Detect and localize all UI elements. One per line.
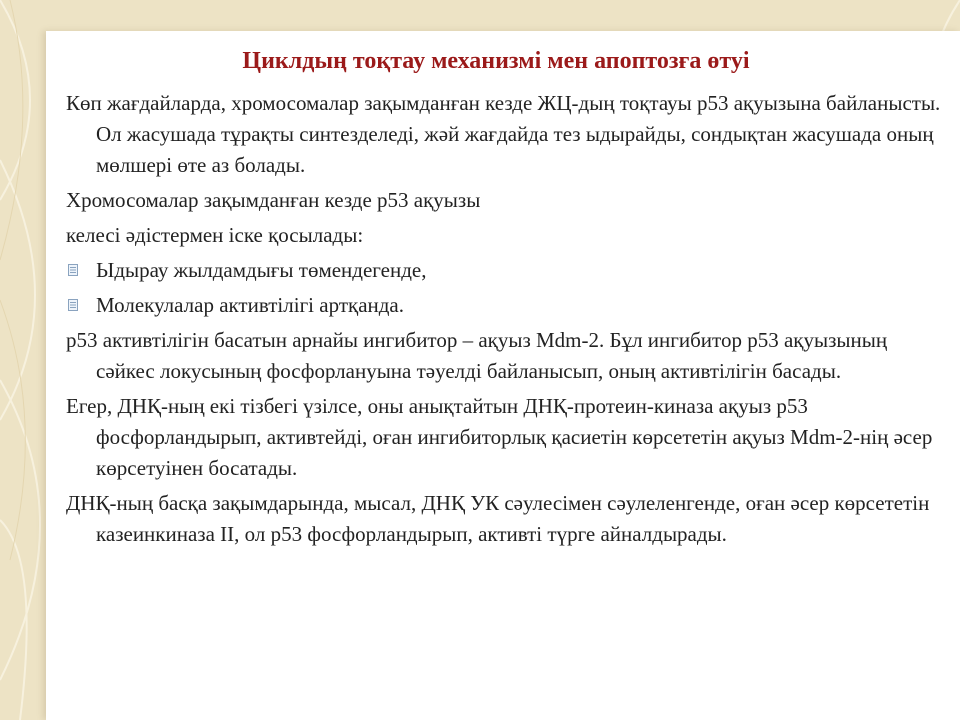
paragraph: Хромосомалар зақымданған кезде р53 ақуызы: [66, 188, 481, 212]
slide-title: Циклдың тоқтау механизмі мен апоптозға өтуі: [242, 48, 750, 74]
slide-body: [66, 88, 946, 554]
bullet-item: [66, 255, 946, 286]
list-bullet-icon: [68, 299, 78, 311]
paragraph: р53 активтілігін басатын арнайы ингибитор – ақуыз Mdm-2. Бұл ингибитор р53 ақуызының сәйкес локусының фосфорлануына тәуелді байланысып, оның активтілігін басады.: [66, 328, 888, 383]
bullet-text: Молекулалар активтілігі артқанда.: [96, 293, 405, 317]
bullet-text: Ыдырау жылдамдығы төмендегенде,: [96, 258, 427, 282]
paragraph: Егер, ДНҚ-ның екі тізбегі үзілсе, оны анықтайтын ДНҚ-протеин-киназа ақуыз р53 фосфорландырып, активтейді, оған ингибиторлық қасиетін көрсететін ақуыз Mdm-2-нің әсер көрсетуінен босатады.: [66, 394, 933, 480]
bullet-item: [66, 290, 946, 321]
paragraph: келесі әдістермен іске қосылады:: [66, 223, 364, 247]
paragraph: Көп жағдайларда, хромосомалар зақымданған кезде ЖЦ-дың тоқтауы р53 ақуызына байланысты. Ол жасушада тұрақты синтезделеді, жәй жағдайда тез ыдырайды, сондықтан жасушада оның мөлшері өте аз болады.: [66, 91, 941, 177]
list-bullet-icon: [68, 264, 78, 276]
paragraph: ДНҚ-ның басқа зақымдарында, мысал, ДНҚ УК сәулесімен сәулеленгенде, оған әсер көрсететін казеинкиназа II, ол р53 фосфорландырып, активті түрге айналдырады.: [66, 491, 930, 546]
